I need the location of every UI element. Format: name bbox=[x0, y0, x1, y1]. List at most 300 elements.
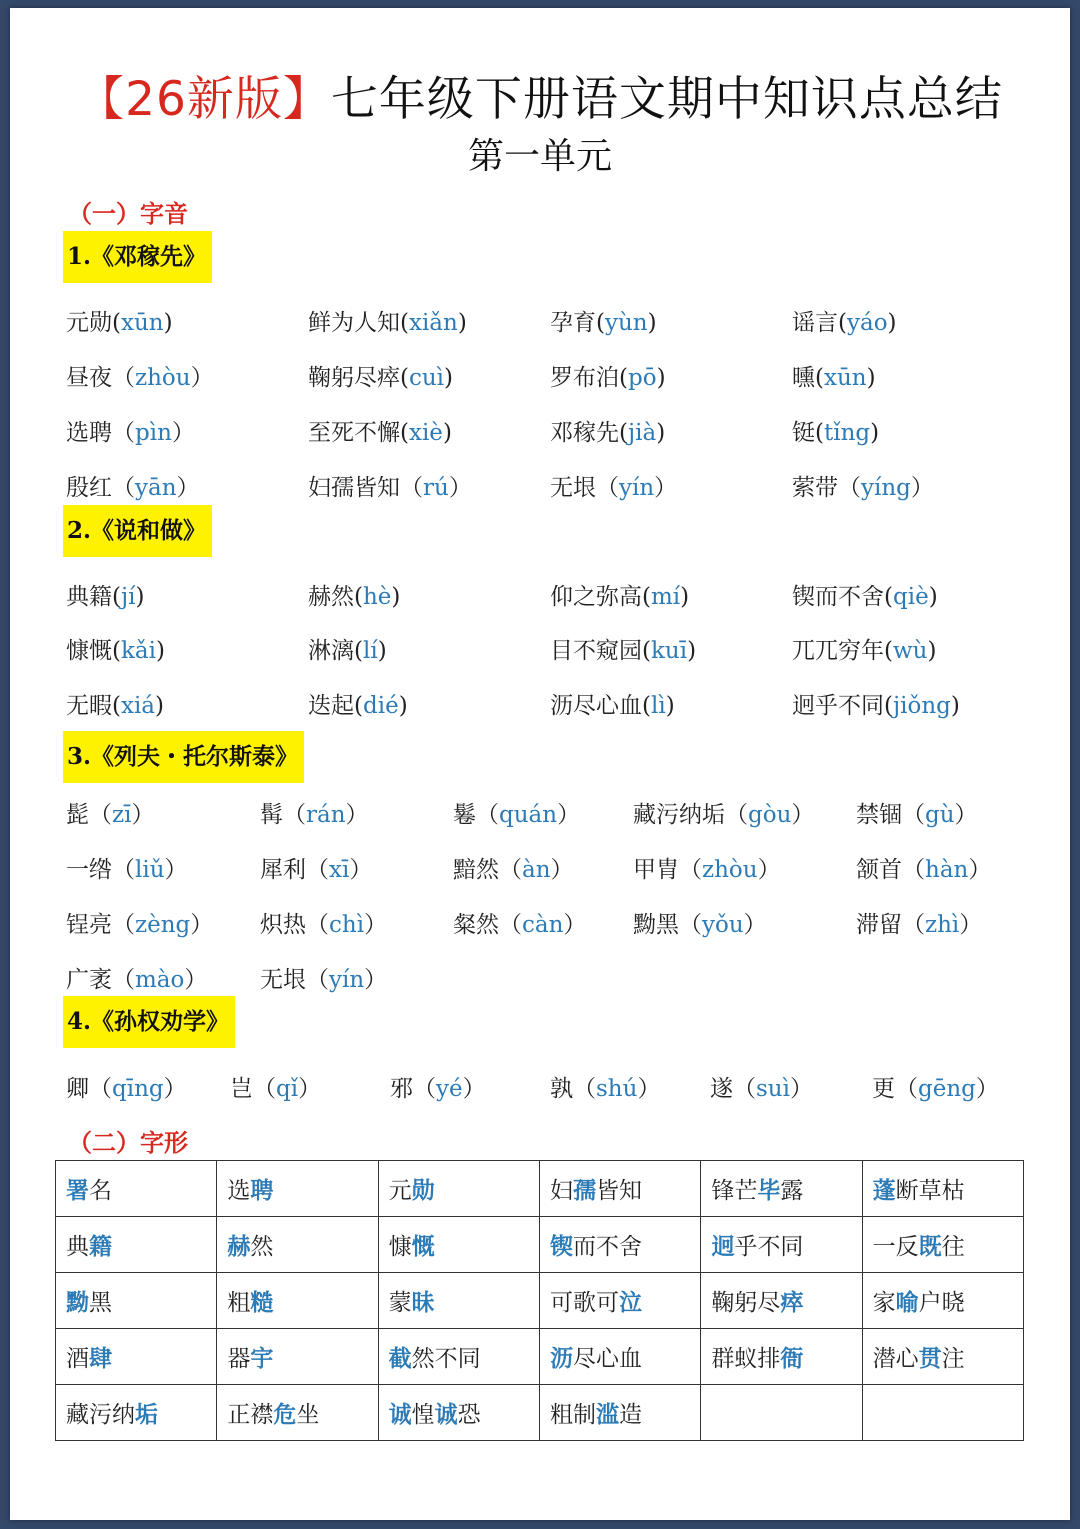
bracket: ） bbox=[176, 475, 200, 501]
word-entry bbox=[66, 687, 164, 720]
bracket: ) bbox=[887, 310, 897, 336]
table-cell bbox=[217, 1273, 378, 1329]
highlighted-char: 滥 bbox=[595, 1401, 619, 1428]
bracket: ) bbox=[950, 693, 960, 719]
plain-text: 锋芒 bbox=[711, 1178, 758, 1204]
pinyin: lì bbox=[650, 693, 666, 719]
word-text: 谣言( bbox=[792, 310, 847, 336]
word-entry bbox=[792, 578, 938, 611]
plain-text: 家 bbox=[872, 1290, 896, 1316]
bracket: ) bbox=[927, 638, 937, 664]
pinyin: càn bbox=[522, 912, 564, 938]
bracket: ) bbox=[442, 420, 452, 446]
bracket: ） bbox=[190, 912, 214, 938]
pinyin: zī bbox=[112, 802, 132, 828]
pinyin: qǐ bbox=[276, 1076, 299, 1102]
word-text: 一绺（ bbox=[66, 857, 135, 883]
word-text: 颔首（ bbox=[856, 857, 925, 883]
bracket: ） bbox=[190, 365, 214, 391]
word-text: 慷慨( bbox=[66, 638, 121, 664]
word-entry bbox=[856, 906, 982, 939]
pinyin: cuì bbox=[408, 365, 445, 391]
table-cell bbox=[701, 1273, 862, 1329]
highlighted-char: 沥 bbox=[549, 1345, 573, 1372]
plain-text: 选 bbox=[227, 1178, 251, 1204]
word-entry bbox=[453, 851, 574, 884]
table-cell bbox=[539, 1329, 700, 1385]
highlighted-char: 贯 bbox=[918, 1345, 942, 1372]
pinyin: jià bbox=[627, 420, 657, 446]
word-text: 邪（ bbox=[390, 1076, 436, 1102]
pinyin: kuī bbox=[650, 638, 688, 664]
word-entry bbox=[66, 578, 144, 611]
bracket: ） bbox=[171, 420, 195, 446]
word-entry bbox=[308, 578, 400, 611]
word-row bbox=[0, 796, 1080, 836]
word-entry bbox=[260, 961, 387, 994]
word-entry bbox=[792, 359, 876, 392]
word-entry bbox=[792, 304, 897, 337]
bracket: ） bbox=[164, 857, 188, 883]
word-text: 鬈（ bbox=[453, 802, 499, 828]
bracket: ) bbox=[156, 638, 165, 664]
plain-text: 元 bbox=[388, 1178, 412, 1204]
bracket: ） bbox=[954, 802, 978, 828]
word-text: 黝黑（ bbox=[633, 912, 702, 938]
highlighted-char: 诚 bbox=[434, 1401, 458, 1428]
highlighted-char: 垢 bbox=[135, 1401, 158, 1428]
word-entry bbox=[308, 414, 452, 447]
bracket: ) bbox=[398, 693, 408, 719]
word-row bbox=[0, 906, 1080, 946]
word-row bbox=[0, 414, 1080, 454]
word-text: 典籍( bbox=[66, 584, 121, 610]
pinyin: kǎi bbox=[120, 638, 156, 664]
pinyin: xiǎn bbox=[408, 310, 458, 336]
bracket: ) bbox=[687, 638, 697, 664]
word-text: 髭（ bbox=[66, 802, 112, 828]
plain-text: 群蚁排 bbox=[711, 1346, 781, 1372]
bracket: ) bbox=[928, 584, 938, 610]
bracket: ） bbox=[789, 1076, 813, 1102]
word-text: 曛( bbox=[792, 365, 824, 391]
bracket: ） bbox=[163, 1076, 187, 1102]
highlighted-char: 籍 bbox=[89, 1233, 112, 1260]
bracket: ） bbox=[791, 802, 815, 828]
word-row bbox=[0, 359, 1080, 399]
word-text: 炽热（ bbox=[260, 912, 329, 938]
plain-text: 皆知 bbox=[595, 1178, 642, 1204]
table-cell bbox=[862, 1273, 1023, 1329]
word-entry bbox=[792, 414, 879, 447]
table-cell bbox=[56, 1161, 217, 1217]
pinyin: yān bbox=[135, 475, 177, 501]
word-entry bbox=[66, 961, 207, 994]
bracket: ） bbox=[349, 857, 373, 883]
pinyin: hàn bbox=[925, 857, 969, 883]
word-entry bbox=[633, 796, 814, 829]
word-entry bbox=[260, 906, 387, 939]
bracket: ） bbox=[743, 912, 767, 938]
pinyin: hè bbox=[362, 584, 392, 610]
word-row bbox=[0, 851, 1080, 891]
word-entry bbox=[66, 469, 200, 502]
lesson-title: 3.《列夫・托尔斯泰》 bbox=[63, 731, 304, 783]
plain-text: 注 bbox=[941, 1346, 965, 1372]
word-entry bbox=[550, 632, 696, 665]
plain-text: 典 bbox=[66, 1234, 89, 1260]
pinyin: mí bbox=[650, 584, 681, 610]
word-text: 岂（ bbox=[230, 1076, 276, 1102]
unit-title: 第一单元 bbox=[467, 136, 612, 177]
table-row bbox=[56, 1273, 1024, 1329]
bracket: ） bbox=[757, 857, 781, 883]
plain-text: 断草枯 bbox=[895, 1178, 965, 1204]
table-cell bbox=[378, 1161, 539, 1217]
table-cell bbox=[701, 1217, 862, 1273]
word-entry bbox=[308, 359, 453, 392]
pinyin: chì bbox=[329, 912, 365, 938]
word-text: 迭起( bbox=[308, 693, 363, 719]
bracket: ) bbox=[665, 693, 675, 719]
plain-text: 粗制 bbox=[549, 1402, 596, 1428]
word-entry bbox=[550, 687, 675, 720]
table-cell bbox=[378, 1217, 539, 1273]
table-cell bbox=[378, 1385, 539, 1441]
word-text: 甲胄（ bbox=[633, 857, 702, 883]
word-text: 元勋( bbox=[66, 310, 121, 336]
plain-text: 坐 bbox=[296, 1402, 320, 1428]
highlighted-char: 肆 bbox=[89, 1345, 112, 1372]
highlighted-char: 宇 bbox=[250, 1345, 274, 1372]
pinyin: suì bbox=[756, 1076, 790, 1102]
bracket: ) bbox=[457, 310, 467, 336]
bracket: ) bbox=[163, 310, 173, 336]
word-entry bbox=[66, 1070, 187, 1103]
word-entry bbox=[66, 359, 214, 392]
bracket: ） bbox=[968, 857, 992, 883]
pinyin: qīng bbox=[112, 1076, 164, 1102]
table-row bbox=[56, 1161, 1024, 1217]
pinyin: xī bbox=[329, 857, 350, 883]
pinyin: xiá bbox=[120, 693, 156, 719]
bracket: ） bbox=[975, 1076, 999, 1102]
word-entry bbox=[550, 578, 689, 611]
pinyin: xūn bbox=[823, 365, 867, 391]
highlighted-char: 聘 bbox=[250, 1177, 274, 1204]
bracket: ) bbox=[444, 365, 454, 391]
pinyin: zhòu bbox=[135, 365, 191, 391]
table-cell bbox=[701, 1329, 862, 1385]
bracket: ) bbox=[647, 310, 657, 336]
word-text: 铤( bbox=[792, 420, 824, 446]
pinyin: dié bbox=[362, 693, 399, 719]
bracket: ) bbox=[155, 693, 165, 719]
word-text: 邓稼先( bbox=[550, 420, 628, 446]
glyph-table bbox=[55, 1160, 1024, 1441]
word-text: 罗布泊( bbox=[550, 365, 628, 391]
highlighted-char: 蓬 bbox=[872, 1177, 896, 1204]
plain-text: 粗 bbox=[227, 1290, 251, 1316]
table-cell bbox=[56, 1217, 217, 1273]
word-text: 至死不懈( bbox=[308, 420, 409, 446]
table-cell bbox=[378, 1329, 539, 1385]
word-entry bbox=[792, 632, 936, 665]
table-cell bbox=[56, 1385, 217, 1441]
plain-text: 藏污纳 bbox=[66, 1402, 135, 1428]
pinyin: jí bbox=[120, 584, 136, 610]
word-text: 犀利（ bbox=[260, 857, 329, 883]
plain-text: 户晓 bbox=[918, 1290, 965, 1316]
bracket: ） bbox=[345, 802, 369, 828]
bracket: ) bbox=[135, 584, 145, 610]
pinyin: tǐng bbox=[823, 420, 871, 446]
word-text: 殷红（ bbox=[66, 475, 135, 501]
word-text: 仰之弥高( bbox=[550, 584, 651, 610]
pinyin: yáo bbox=[846, 310, 888, 336]
table-cell bbox=[862, 1385, 1023, 1441]
word-entry bbox=[260, 851, 372, 884]
page-title bbox=[0, 62, 1080, 129]
word-entry bbox=[453, 796, 580, 829]
word-entry bbox=[390, 1070, 486, 1103]
pinyin: jiǒng bbox=[892, 693, 951, 719]
table-cell bbox=[701, 1161, 862, 1217]
word-text: 妇孺皆知（ bbox=[308, 475, 423, 501]
bracket: ） bbox=[557, 802, 581, 828]
word-entry bbox=[792, 469, 934, 502]
word-entry bbox=[550, 359, 666, 392]
pinyin: pō bbox=[627, 365, 657, 391]
word-entry bbox=[633, 906, 767, 939]
plain-text: 惶 bbox=[411, 1402, 435, 1428]
pinyin: xiè bbox=[408, 420, 443, 446]
bracket: ) bbox=[870, 420, 880, 446]
word-text: 孰（ bbox=[550, 1076, 596, 1102]
lesson-title: 2.《说和做》 bbox=[63, 505, 212, 557]
word-text: 目不窥园( bbox=[550, 638, 651, 664]
word-text: 遂（ bbox=[710, 1076, 756, 1102]
word-text: 淋漓( bbox=[308, 638, 363, 664]
plain-text: 慷 bbox=[388, 1234, 412, 1260]
word-entry bbox=[66, 851, 188, 884]
bracket: ） bbox=[637, 1076, 661, 1102]
pinyin: liǔ bbox=[135, 857, 165, 883]
highlighted-char: 喻 bbox=[895, 1289, 919, 1316]
pinyin: yùn bbox=[604, 310, 648, 336]
section-pronunciation: （一）字音 bbox=[68, 200, 188, 228]
word-text: 锲而不舍( bbox=[792, 584, 893, 610]
word-text: 髯（ bbox=[260, 802, 306, 828]
word-text: 无垠（ bbox=[260, 967, 329, 993]
table-cell bbox=[862, 1161, 1023, 1217]
word-text: 萦带（ bbox=[792, 475, 861, 501]
plain-text: 恐 bbox=[457, 1402, 481, 1428]
word-text: 滞留（ bbox=[856, 912, 925, 938]
plain-text: 而不舍 bbox=[572, 1234, 642, 1260]
pinyin: rú bbox=[423, 475, 449, 501]
plain-text: 酒 bbox=[66, 1346, 89, 1372]
word-entry bbox=[230, 1070, 321, 1103]
word-entry bbox=[856, 796, 978, 829]
table-cell bbox=[217, 1329, 378, 1385]
highlighted-char: 勋 bbox=[411, 1177, 435, 1204]
word-entry bbox=[260, 796, 369, 829]
bracket: ) bbox=[656, 365, 666, 391]
pinyin: yǒu bbox=[702, 912, 744, 938]
pinyin: zhì bbox=[925, 912, 960, 938]
pinyin: yíng bbox=[861, 475, 911, 501]
plain-text: 往 bbox=[941, 1234, 965, 1260]
highlighted-char: 慨 bbox=[411, 1233, 435, 1260]
plain-text: 潜心 bbox=[872, 1346, 919, 1372]
bracket: ） bbox=[910, 475, 934, 501]
word-text: 卿（ bbox=[66, 1076, 112, 1102]
pinyin: zhòu bbox=[702, 857, 758, 883]
word-text: 赫然( bbox=[308, 584, 363, 610]
word-text: 粲然（ bbox=[453, 912, 522, 938]
bracket: ） bbox=[654, 475, 678, 501]
word-text: 藏污纳垢（ bbox=[633, 802, 748, 828]
bracket: ） bbox=[364, 967, 388, 993]
table-cell bbox=[56, 1329, 217, 1385]
word-row bbox=[0, 687, 1080, 727]
bracket: ） bbox=[184, 967, 208, 993]
lesson-title: 4.《孙权劝学》 bbox=[63, 996, 235, 1048]
plain-text: 正襟 bbox=[227, 1402, 274, 1428]
title-tag: 【26新版】 bbox=[77, 72, 331, 127]
highlighted-char: 赫 bbox=[227, 1233, 251, 1260]
word-text: 黯然（ bbox=[453, 857, 522, 883]
table-cell bbox=[217, 1217, 378, 1273]
bracket: ） bbox=[462, 1076, 486, 1102]
word-entry bbox=[66, 304, 173, 337]
table-cell bbox=[539, 1273, 700, 1329]
pinyin: yín bbox=[619, 475, 655, 501]
highlighted-char: 诚 bbox=[388, 1401, 412, 1428]
word-entry bbox=[66, 414, 195, 447]
word-text: 无暇( bbox=[66, 693, 121, 719]
bracket: ） bbox=[131, 802, 155, 828]
word-entry bbox=[453, 906, 586, 939]
word-row bbox=[0, 578, 1080, 618]
pinyin: lí bbox=[362, 638, 378, 664]
word-text: 锃亮（ bbox=[66, 912, 135, 938]
word-text: 昼夜（ bbox=[66, 365, 135, 391]
plain-text: 露 bbox=[780, 1178, 804, 1204]
lesson-title: 1.《邓稼先》 bbox=[63, 231, 212, 283]
word-entry bbox=[550, 414, 665, 447]
bracket: ） bbox=[448, 475, 472, 501]
word-entry bbox=[872, 1070, 999, 1103]
pinyin: quán bbox=[499, 802, 558, 828]
bracket: ） bbox=[563, 912, 587, 938]
plain-text: 然不同 bbox=[411, 1346, 481, 1372]
highlighted-char: 黝 bbox=[66, 1289, 89, 1316]
table-cell bbox=[701, 1385, 862, 1441]
highlighted-char: 衙 bbox=[780, 1345, 804, 1372]
highlighted-char: 瘁 bbox=[780, 1289, 804, 1316]
table-cell bbox=[56, 1273, 217, 1329]
word-entry bbox=[633, 851, 781, 884]
title-main: 七年级下册语文期中知识点总结 bbox=[330, 72, 1003, 127]
word-entry bbox=[308, 632, 387, 665]
word-entry bbox=[308, 469, 472, 502]
word-entry bbox=[308, 687, 408, 720]
bracket: ) bbox=[391, 584, 401, 610]
pinyin: àn bbox=[522, 857, 551, 883]
pinyin: yín bbox=[329, 967, 365, 993]
word-text: 更（ bbox=[872, 1076, 918, 1102]
plain-text: 蒙 bbox=[388, 1290, 412, 1316]
plain-text: 尽心血 bbox=[572, 1346, 642, 1372]
section-glyph: （二）字形 bbox=[68, 1129, 188, 1157]
highlighted-char: 孺 bbox=[572, 1177, 596, 1204]
highlighted-char: 迥 bbox=[711, 1233, 735, 1260]
word-text: 禁锢（ bbox=[856, 802, 925, 828]
pinyin: wù bbox=[892, 638, 928, 664]
pinyin: shú bbox=[596, 1076, 638, 1102]
highlighted-char: 署 bbox=[66, 1177, 89, 1204]
highlighted-char: 泣 bbox=[618, 1289, 642, 1316]
word-entry bbox=[550, 1070, 660, 1103]
plain-text: 黑 bbox=[89, 1290, 112, 1316]
word-entry bbox=[66, 906, 213, 939]
word-row bbox=[0, 304, 1080, 344]
word-entry bbox=[308, 304, 467, 337]
word-text: 无垠（ bbox=[550, 475, 619, 501]
plain-text: 名 bbox=[89, 1178, 112, 1204]
word-entry bbox=[550, 304, 657, 337]
highlighted-char: 糙 bbox=[250, 1289, 274, 1316]
pinyin: pìn bbox=[135, 420, 172, 446]
plain-text: 器 bbox=[227, 1346, 251, 1372]
bracket: ) bbox=[656, 420, 666, 446]
table-row bbox=[56, 1329, 1024, 1385]
table-row bbox=[56, 1385, 1024, 1441]
word-text: 鞠躬尽瘁( bbox=[308, 365, 409, 391]
bracket: ) bbox=[866, 365, 876, 391]
table-cell bbox=[862, 1217, 1023, 1273]
plain-text: 造 bbox=[618, 1402, 642, 1428]
plain-text: 可歌可 bbox=[549, 1290, 619, 1316]
word-row bbox=[0, 961, 1080, 1001]
word-text: 兀兀穷年( bbox=[792, 638, 893, 664]
table-cell bbox=[539, 1217, 700, 1273]
plain-text: 鞠躬尽 bbox=[711, 1290, 781, 1316]
table-cell bbox=[862, 1329, 1023, 1385]
plain-text: 乎不同 bbox=[734, 1234, 804, 1260]
pinyin: zèng bbox=[135, 912, 191, 938]
table-cell bbox=[378, 1273, 539, 1329]
word-entry bbox=[66, 632, 165, 665]
word-entry bbox=[792, 687, 960, 720]
bracket: ） bbox=[959, 912, 983, 938]
pinyin: gēng bbox=[918, 1076, 976, 1102]
word-entry bbox=[856, 851, 991, 884]
table-cell bbox=[217, 1161, 378, 1217]
word-entry bbox=[550, 469, 677, 502]
pinyin: yé bbox=[436, 1076, 463, 1102]
table-cell bbox=[539, 1385, 700, 1441]
word-text: 沥尽心血( bbox=[550, 693, 651, 719]
word-text: 广袤（ bbox=[66, 967, 135, 993]
pinyin: gù bbox=[925, 802, 955, 828]
word-row bbox=[0, 1070, 1080, 1110]
pinyin: qiè bbox=[892, 584, 929, 610]
word-entry bbox=[66, 796, 154, 829]
word-text: 迥乎不同( bbox=[792, 693, 893, 719]
